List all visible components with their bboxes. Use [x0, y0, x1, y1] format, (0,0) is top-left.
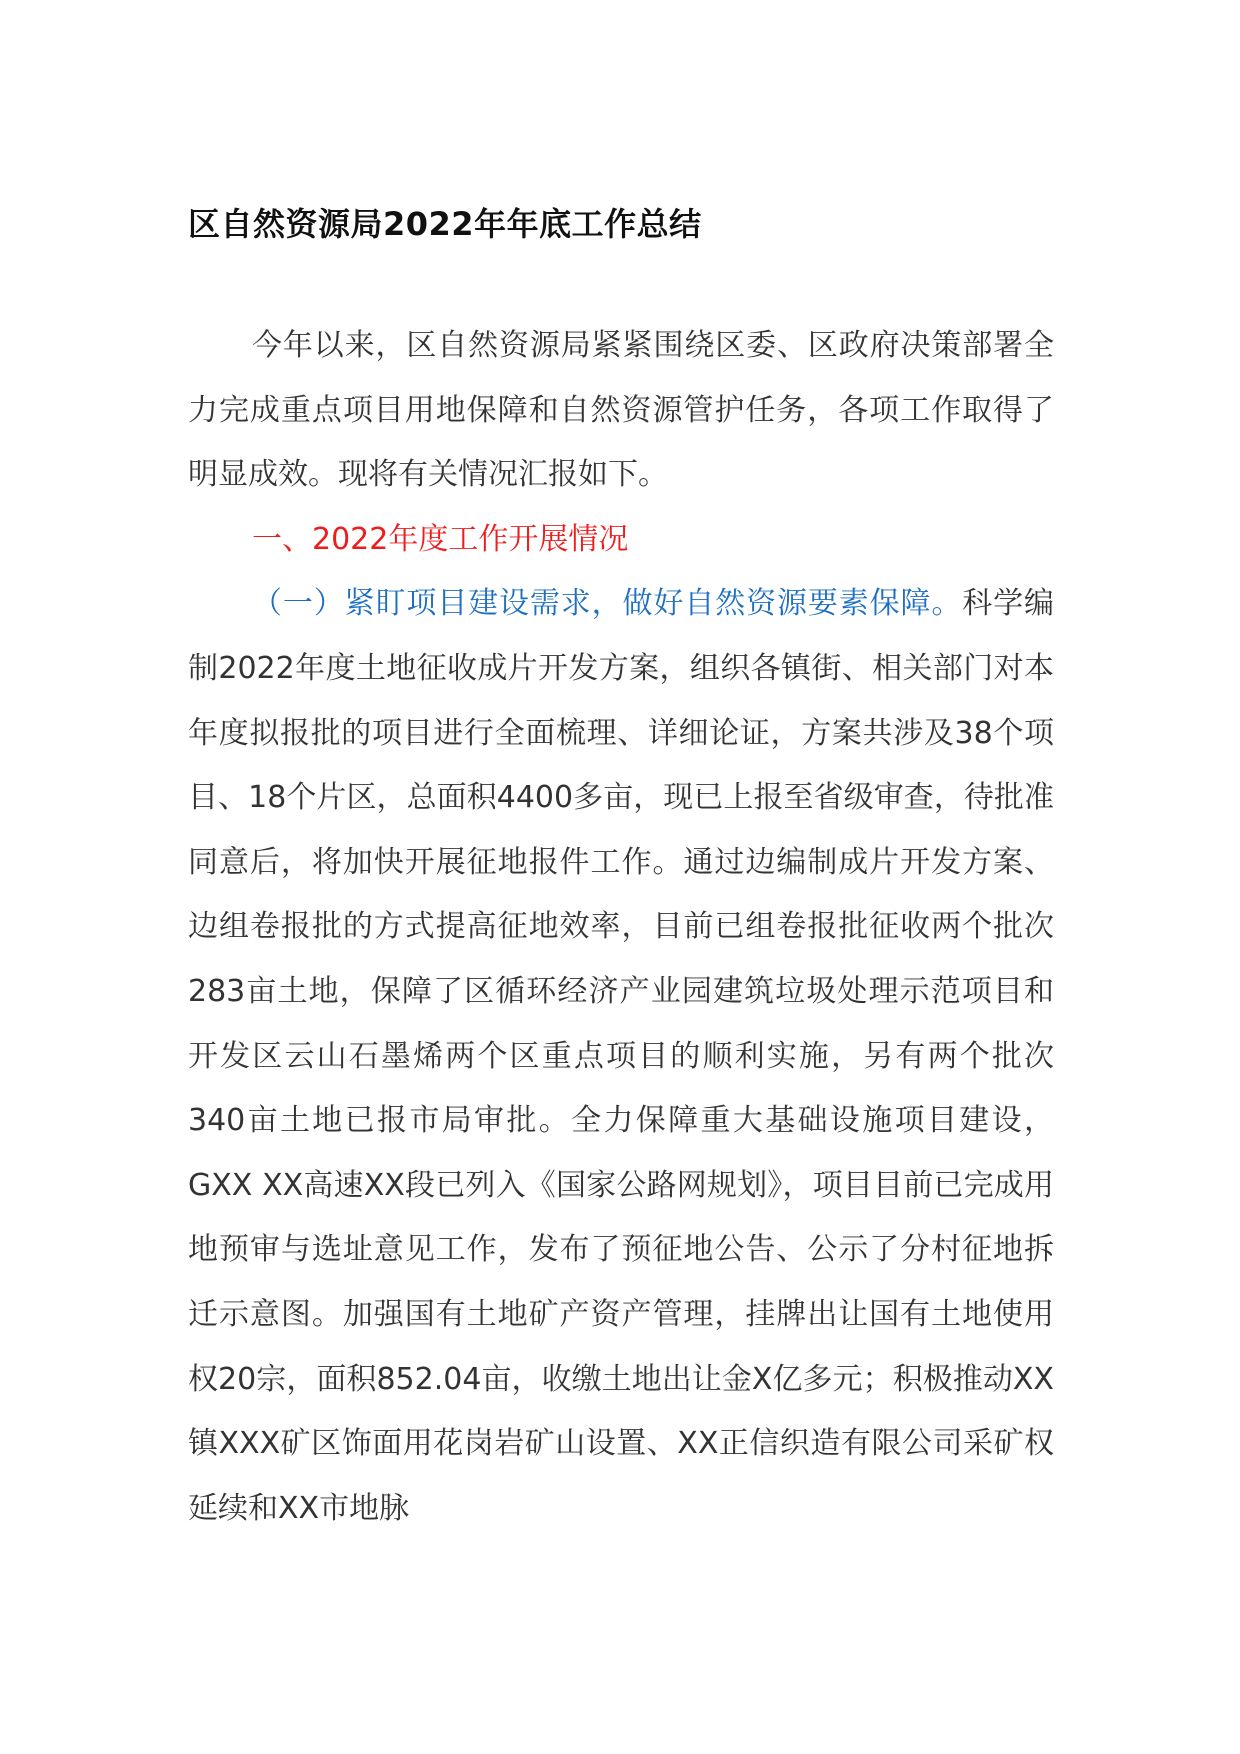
subsection-heading: （一）紧盯项目建设需求，做好自然资源要素保障。: [252, 586, 963, 622]
subsection-paragraph: [188, 572, 1054, 1541]
document-body: [188, 314, 1054, 1541]
document-title: 区自然资源局2022年年底工作总结: [188, 205, 702, 243]
subsection-body: 科学编制2022年度土地征收成片开发方案，组织各镇街、相关部门对本年度拟报批的项目进行全面梳理、详细论证，方案共涉及38个项目、18个片区，总面积4400多亩，现已上报至省级审查，待批准同意后，将加快开展征地报件工作。通过边编制成片开发方案、边组卷报批的方式提高征地效率，目前已组卷报批征收两个批次283亩土地，保障了区循环经济产业园建筑垃圾处理示范项目和开发区云山石墨烯两个区重点项目的顺利实施，另有两个批次340亩土地已报市局审批。全力保障重大基础设施项目建设，GXX XX高速XX段已列入《国家公路网规划》，项目目前已完成用地预审与选址意见工作，发布了预征地公告、公示了分村征地拆迁示意图。加强国有土地矿产资产管理，挂牌出让国有土地使用权20宗，面积852.04亩，收缴土地出让金X亿多元；积极推动XX镇XXX矿区饰面用花岗岩矿山设置、XX正信织造有限公司采矿权延续和XX市地脉: [188, 586, 1055, 1526]
section-heading: 一、2022年度工作开展情况: [252, 521, 629, 557]
intro-paragraph: 今年以来，区自然资源局紧紧围绕区委、区政府决策部署全力完成重点项目用地保障和自然资源管护任务，各项工作取得了明显成效。现将有关情况汇报如下。: [188, 328, 1054, 493]
